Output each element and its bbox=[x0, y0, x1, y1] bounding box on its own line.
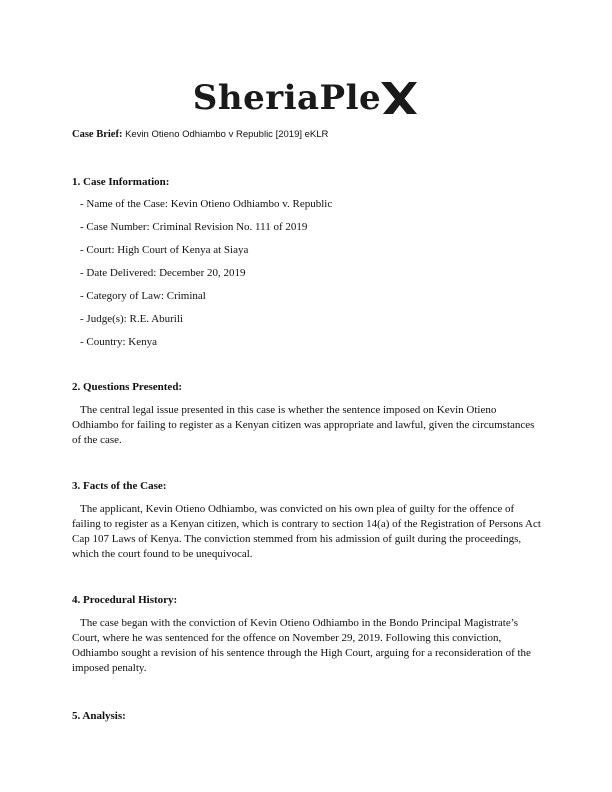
case-brief-line bbox=[72, 129, 328, 140]
sheriaplex-logo bbox=[0, 74, 612, 122]
logo-text: SheriaPle bbox=[192, 78, 382, 118]
case-info-item: - Case Number: Criminal Revision No. 111 of 2019 bbox=[80, 221, 308, 233]
section-heading-procedural-history: 4. Procedural History: bbox=[72, 594, 178, 606]
logo-x-mark-icon bbox=[379, 80, 419, 116]
case-info-item: - Category of Law: Criminal bbox=[80, 290, 206, 302]
case-info-item: - Name of the Case: Kevin Otieno Odhiambo v. Republic bbox=[80, 198, 333, 210]
section-heading-facts: 3. Facts of the Case: bbox=[72, 480, 167, 492]
facts-text: The applicant, Kevin Otieno Odhiambo, was convicted on his own plea of guilty for the offence of failing to register as a Kenyan citizen, which is contrary to section 14(a) of the Registration of Persons Act Cap 107 Laws of Kenya. The conviction stemmed from his admission of guilt during the proceedings, which the court found to be unequivocal. bbox=[72, 503, 541, 560]
case-info-item: - Judge(s): R.E. Aburili bbox=[80, 313, 183, 325]
questions-presented-text: The central legal issue presented in this case is whether the sentence imposed on Kevin Otieno Odhiambo for failing to register as a Kenyan citizen was appropriate and lawful, given the circumstances of the case. bbox=[72, 404, 535, 446]
case-info-item: - Country: Kenya bbox=[80, 336, 157, 348]
section-heading-analysis: 5. Analysis: bbox=[72, 710, 126, 722]
case-brief-label: Case Brief: bbox=[72, 129, 123, 140]
case-info-item: - Date Delivered: December 20, 2019 bbox=[80, 267, 246, 279]
procedural-history-text: The case began with the conviction of Kevin Otieno Odhiambo in the Bondo Principal Magistrate’s Court, where he was sentenced for the offence on November 29, 2019. Following this conviction, Odhiambo sought a revision of his sentence through the High Court, arguing for a reconsideration of the imposed penalty. bbox=[72, 617, 531, 674]
case-info-item: - Court: High Court of Kenya at Siaya bbox=[80, 244, 249, 256]
section-heading-case-information: 1. Case Information: bbox=[72, 176, 170, 188]
case-brief-title: Kevin Otieno Odhiambo v Republic [2019] eKLR bbox=[125, 129, 329, 140]
section-heading-questions-presented: 2. Questions Presented: bbox=[72, 381, 183, 393]
